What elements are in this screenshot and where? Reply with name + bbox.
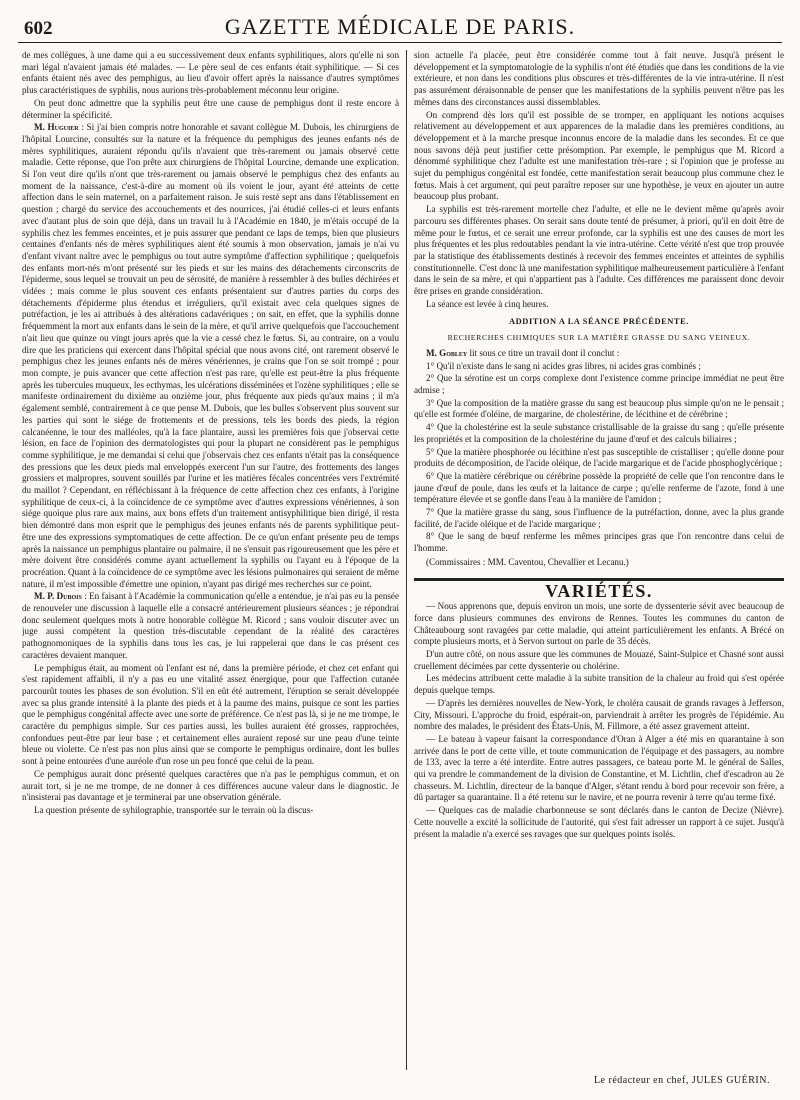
speech-text: : En faisant à l'Académie la communication qu'elle a entendue, je n'ai pas eu la pensée de renouveler une discussion à laquelle elle a consacré antérieurement plusieurs séances ; je répondrai donc seulement quelques mots à notre honorable collègue M. Ricord ; sans vouloir discuter avec un juge aussi compétent la question très-discutable cependant de la réalité des caractères pathognomoniques de la syphilis dans tous les cas, je lui rappelerai que dans le cas présent ces caractères devaient manquer. (22, 591, 399, 660)
conclusions-list (414, 361, 784, 555)
paragraph: On peut donc admettre que la syphilis peut être une cause de pemphigus dont il reste encore à déterminer la spécificité. (22, 97, 399, 120)
speaker-name: M. Gobley (426, 347, 468, 358)
news-item: — Nous apprenons que, depuis environ un mois, une sorte de dyssenterie sévit avec beaucoup de force dans plusieurs communes des environs de Rennes. Toutes les communes du canton de Châteaubourg sont ravagées par cette maladie, qui atteint particulièrement les enfants. A Brécé on compte plusieurs morts, et à Servon surtout on parle de 35 décès. (414, 601, 784, 647)
paragraph (22, 122, 399, 590)
editor-signature: Le rédacteur en chef, JULES GUÉRIN. (593, 1075, 770, 1086)
commissaires-note: (Commissaires : MM. Caventou, Chevallier et Lecanu.) (426, 556, 629, 567)
column-divider (406, 50, 407, 1070)
list-item: 7° Que la matière grasse du sang, sous l'influence de la putréfaction, donne, avec la plus grande facilité, de l'acide oléique et de l'acide margarique ; (414, 507, 784, 529)
speaker-name: M. P. Dubois (34, 591, 82, 602)
right-column (414, 50, 784, 1065)
news-item: — Le bateau à vapeur faisant la correspondance d'Oran à Alger a été mis en quarantaine à son arrivée dans le port de cette ville, et toute communication de l'équipage et des passagers, au nombre de 133, avec la terre a été interdite. Entre autres passagers, ce bateau porte M. le général de Salles, qui va prendre le commandement de la division de Constantine, et M. Lichtlin, chef d'escadron au 2e chasseurs. M. Lichtlin, directeur de la banque d'Alger, s'étant rendu à bord pour recevoir son frère, a dû partager sa quarantaine. Il a été retenu sur le navire, et ne pourra revenir à terre qu'au terme fixé. (414, 733, 784, 803)
list-item: 2° Que la sérotine est un corps complexe dont l'existence comme principe immédiat ne peut être admise ; (414, 373, 784, 395)
speaker-name: M. Huguier (34, 122, 79, 133)
paragraph (414, 348, 784, 360)
journal-title: GAZETTE MÉDICALE DE PARIS. (224, 14, 576, 39)
paragraph (22, 591, 399, 661)
paragraph: de mes collègues, à une dame qui a eu successivement deux enfants syphilitiques, alors qu'elle ni son mari légal n'avaient jamais été malades. — Le père seul de ces enfants était syphilitique. — Si ces enfants étaient nés avec des pemphigus, au lieu d'avoir offert après la naissance d'autres symptômes plus caractéristiques de syphilis, nous aurions très-probablement méconnu leur origine. (22, 50, 399, 96)
news-item: D'un autre côté, on nous assure que les communes de Mouazé, Saint-Sulpice et Chasné sont aussi cruellement décimées par cette dyssenterie ou cholérine. (414, 649, 784, 671)
intro-text: lit sous ce titre un travail dont il conclut : (467, 347, 620, 358)
list-item: 8° Que le sang de bœuf renferme les mêmes principes gras que l'on rencontre dans celui de l'homme. (414, 531, 784, 554)
section-subheading: RECHERCHES CHIMIQUES SUR LA MATIÈRE GRASSE DU SANG VEINEUX. (447, 333, 751, 343)
page-header (18, 12, 782, 43)
list-item: 6° Que la matière cérébrique ou cérébrine possède la propriété de celle que l'on rencontre dans le jaune d'œuf de poule, dans les œufs et la laitance de carpe ; qu'elle renferme de l'azote, fond à une température élevée et se gonfle dans l'eau à la manière de l'amidon ; (414, 470, 784, 505)
paragraph: La syphilis est très-rarement mortelle chez l'adulte, et elle ne le devient même qu'après avoir parcouru ses différentes phases. On serait sans doute tenté de présumer, à priori, qu'il en doit être de même pour le fœtus, et ce serait une erreur profonde, car la syphilis est une des causes de mort les plus fréquentes et les plus redoutables pendant la vie intra-utérine. Cette vérité n'est que trop prouvée par la statistique des établissements destinés à recevoir des femmes enceintes et atteintes de syphilis constitutionnelle. C'est donc là une manifestation syphilitique malheureusement particulière à l'enfant dans le sein de sa mère, et qui n'appartient pas à l'adulte. Ces différences me paraissent donc devoir être prises en grande considération. (414, 204, 784, 297)
session-closing: La séance est levée à cinq heures. (426, 298, 549, 309)
speech-text: : Si j'ai bien compris notre honorable et savant collègue M. Dubois, les chirurgiens de l'hôpital Lourcine, consultés sur la nature et la fréquence du pemphigus des jeunes enfants nés de mères syphilitiques, auraient répondu qu'ils n'avaient que très-rarement ou jamais observé cette maladie. Cette réponse, que l'on prête aux chirurgiens de l'hôpital Lourcine, demande une explication. Si l'on veut dire qu'ils n'ont que très-rarement ou jamais observé le pemphigus chez des enfants au moment de la naissance, c'est-à-dire au moment où ils voient le jour, ayant été atteints de cette affection dans le sein maternel, on a parfaitement raison. Je suis resté sept ans dans l'établissement en question ; chargé du service des accouchements et des nourrices, j'ai étudié celles-ci et leurs enfants avec d'autant plus de soin que déjà, dans un travail lu à l'Académie en 1840, je m'étais occupé de la syphilis chez les femmes enceintes, et je puis assurer que pendant ce laps de temps, bien que plusieurs centaines d'enfants nés de mères syphilitiques aient été soumis à mon observation, jamais je n'ai vu d'enfant vivant naître avec le pemphigus ou tout autre symptôme d'affection syphilitique ; quelquefois des enfants mort-nés m'ont présenté sur les pieds et sur les mains des détachements circonscrits de l'épiderme, sous lequel se trouvait un peu de sérosité, de manière à ressembler à des bulles déchirées et vidées ; mais comme le plus souvent ces enfants présentaient sur d'autres parties du corps des détachements d'épiderme plus étendus et irréguliers, qu'il existait avec cela quelques signes de putréfaction, je les ai attribués à des altérations cadavériques ; on sait, en effet, que la syphilis donne fréquemment la mort aux enfants dans le sein de la mère, et qu'il arrive quelquefois que l'accouchement n'ait lieu que quinze ou vingt jours après que la vie a cessé chez le fœtus. Si, au contraire, on a voulu dire que les praticiens qui exercent dans l'hôpital spécial que nous avons cité, ont rarement observé le pemphigus chez les jeunes enfants nés de mères vénériennes, je crains que l'on se soit trompé ; pour mon compte, je puis avancer que cette affection n'est pas rare, qu'elle est peut-être la plus fréquente après les tubercules muqueux, les ecthymas, les ulcérations disséminées et l'ozène syphilitiques ; elle se manifeste ordinairement du dixième au onzième jour, plus fréquente aux pieds qu'aux mains ; il m'a également semblé, contrairement à ce que pense M. Dubois, que les bulles s'observent plus souvent sur les parties qui sont le siége de frottements et de pressions, tels les bords des pieds, la région calcanéenne, le tour des malléoles, qu'à la face plantaire, aussi les premières fois que j'observai cette lésion, en face de l'opinion des dermatologistes qui pour la plupart ne considèrent pas le pemphigus comme syphilitique, je me demandai si celui que j'observais chez ces enfants n'était pas la conséquence des pressions que les deux pieds mal enveloppés exercent l'un sur l'autre, des frottements des langes grossiers et malpropres, souvent souillés par l'urine et les matières fécales concentrées vers l'extrémité du maillot ? Cependant, en réfléchissant à la fréquence de cette affection chez ces enfants, à l'origine syphilitique de ceux-ci, à la coïncidence de ce symptôme avec d'autres expressions vénériennes, à son siége quoique plus rare aux mains, aux bons effets d'un traitement antisyphilitique bien dirigé, il resta bien démontré dans mon esprit que le pemphigus des jeunes enfants nés de parents syphilitique peut-être une des expressions symptomatiques de cette affection. De ce qu'un enfant présente peu de temps après la naissance un pemphigus plantaire ou palmaire, il ne s'ensuit pas rigoureusement que les père et mère doivent être considérés comme ayant actuellement la syphilis ou l'ayant eu à l'époque de la procréation. Quant à la coïncidence de ce symptôme avec les lésions pulmonaires qui seraient de même nature, il m'est impossible d'émettre une opinion, n'ayant pas dirigé mes recherches sur ce point. (22, 122, 399, 589)
paragraph: Ce pemphigus aurait donc présenté quelques caractères que n'a pas le pemphigus commun, et on aurait tort, si je ne me trompe, de ne donner à ces différences aucune valeur dans le diagnostic. Je n'insisterai pas davantage et je terminerai par une observation générale. (22, 768, 399, 803)
section-heading: ADDITION A LA SÉANCE PRÉCÉDENTE. (509, 317, 689, 327)
list-item: 5° Que la matière phosphorée ou lécithine n'est pas susceptible de cristalliser ; qu'elle donne pour produits de décomposition, de l'acide oléique, de l'acide margarique et de l'acide phosphoglycérique ; (414, 446, 784, 469)
paragraph: La question présente de syhilographie, transportée sur le terrain où la discus- (34, 805, 314, 815)
list-item: 4° Que la cholestérine est la seule substance cristallisable de la graisse du sang ; qu'elle présente les propriétés et la composition de la cholestérine du jaune d'œuf et des calculs biliaires ; (414, 422, 784, 444)
page-number: 602 (24, 18, 53, 39)
list-item: 1° Qu'il n'existe dans le sang ni acides gras libres, ni acides gras combinés ; (426, 360, 701, 371)
news-item: — D'après les dernières nouvelles de New-York, le choléra causait de grands ravages à Jefferson, City, Missouri. L'approche du froid, espérait-on, parviendrait à arrêter les progrès de l'épidémie. Au nombre des malades, le président des États-Unis, M. Fillmore, a été assez gravement atteint. (414, 697, 784, 732)
paragraph: sion actuelle l'a placée, peut être considérée comme tout à fait neuve. Jusqu'à présent le développement et la symptomatologie de la syphilis n'ont été étudiés que dans les conditions de la vie extérieure, et non dans les conditions plus obscures et très-différentes de la vie intra-utérine. Il n'est pas assurément déraisonnable de penser que les manifestations de la syphilis peuvent n'être pas les mêmes dans des circonstances aussi dissemblables. (414, 50, 784, 107)
varietes-heading: VARIÉTÉS. (545, 580, 653, 601)
paragraph: On comprend dès lors qu'il est possible de se tromper, en appliquant les notions acquises relativement au développement et aux apparences de la maladie dans les premières conditions, au développement et à la marche presque inconnus encore de la maladie dans les secondes. Et ce que nous savons déjà peut justifier cette présomption. Par exemple, le pemphigus que M. Ricord a dénommé syphilitique chez l'adulte est une manifestation très-rare ; si l'opinion que je professe au sujet du pemphigus congénital est fondée, cette manifestation serait beaucoup plus commune chez le fœtus. Mais à cet argument, qui peut paraître reposer sur une hypothèse, je veux en ajouter un autre beaucoup plus probant. (414, 109, 784, 202)
news-item: — Quelques cas de maladie charbonneuse se sont déclarés dans le canton de Decize (Nièvre). Cette nouvelle a excité la sollicitude de l'autorité, qui s'est fait adresser un rapport à ce sujet. Jusqu'à présent la maladie n'a exercé ses ravages que sur quelques points isolés. (414, 805, 784, 839)
paragraph: Le pemphigus était, au moment où l'enfant est né, dans la première période, et chez cet enfant qui s'est rapidement affaibli, il n'y a pas eu une vitalité assez énergique, pour que l'affection cutanée parcourût toutes les phases de son évolution. S'il en eût été autrement, l'éruption se serait développée avec sa plus grande intensité à la plante des pieds et à la paume des mains, puisque ce sont les parties que le pemphigus congénital affecte avec une sorte de préférence. Ce n'est pas là, si je ne me trompe, le caractère du pemphigus simple. Sur ces parties aussi, les bulles auraient été grosses, rapprochées, confondues peut-être par leur base ; et certainement elles auraient reposé sur une peau d'une teinte bleue ou violette. Ce n'est pas non plus ainsi que se comporte le pemphigus ordinaire, dont les bulles sont à peine entourées d'une auréole d'un rose un peu foncé que celui de la peau. (22, 662, 399, 767)
left-column (22, 50, 399, 1065)
list-item: 3° Que la composition de la matière grasse du sang est beaucoup plus simple qu'on ne le pensait ; qu'elle est formée d'oléine, de margarine, de cholestérine, de lécithine et de cérébrine ; (414, 397, 784, 420)
news-item: Les médecins attribuent cette maladie à la subite transition de la chaleur au froid qui s'est opérée depuis quelque temps. (414, 673, 784, 696)
